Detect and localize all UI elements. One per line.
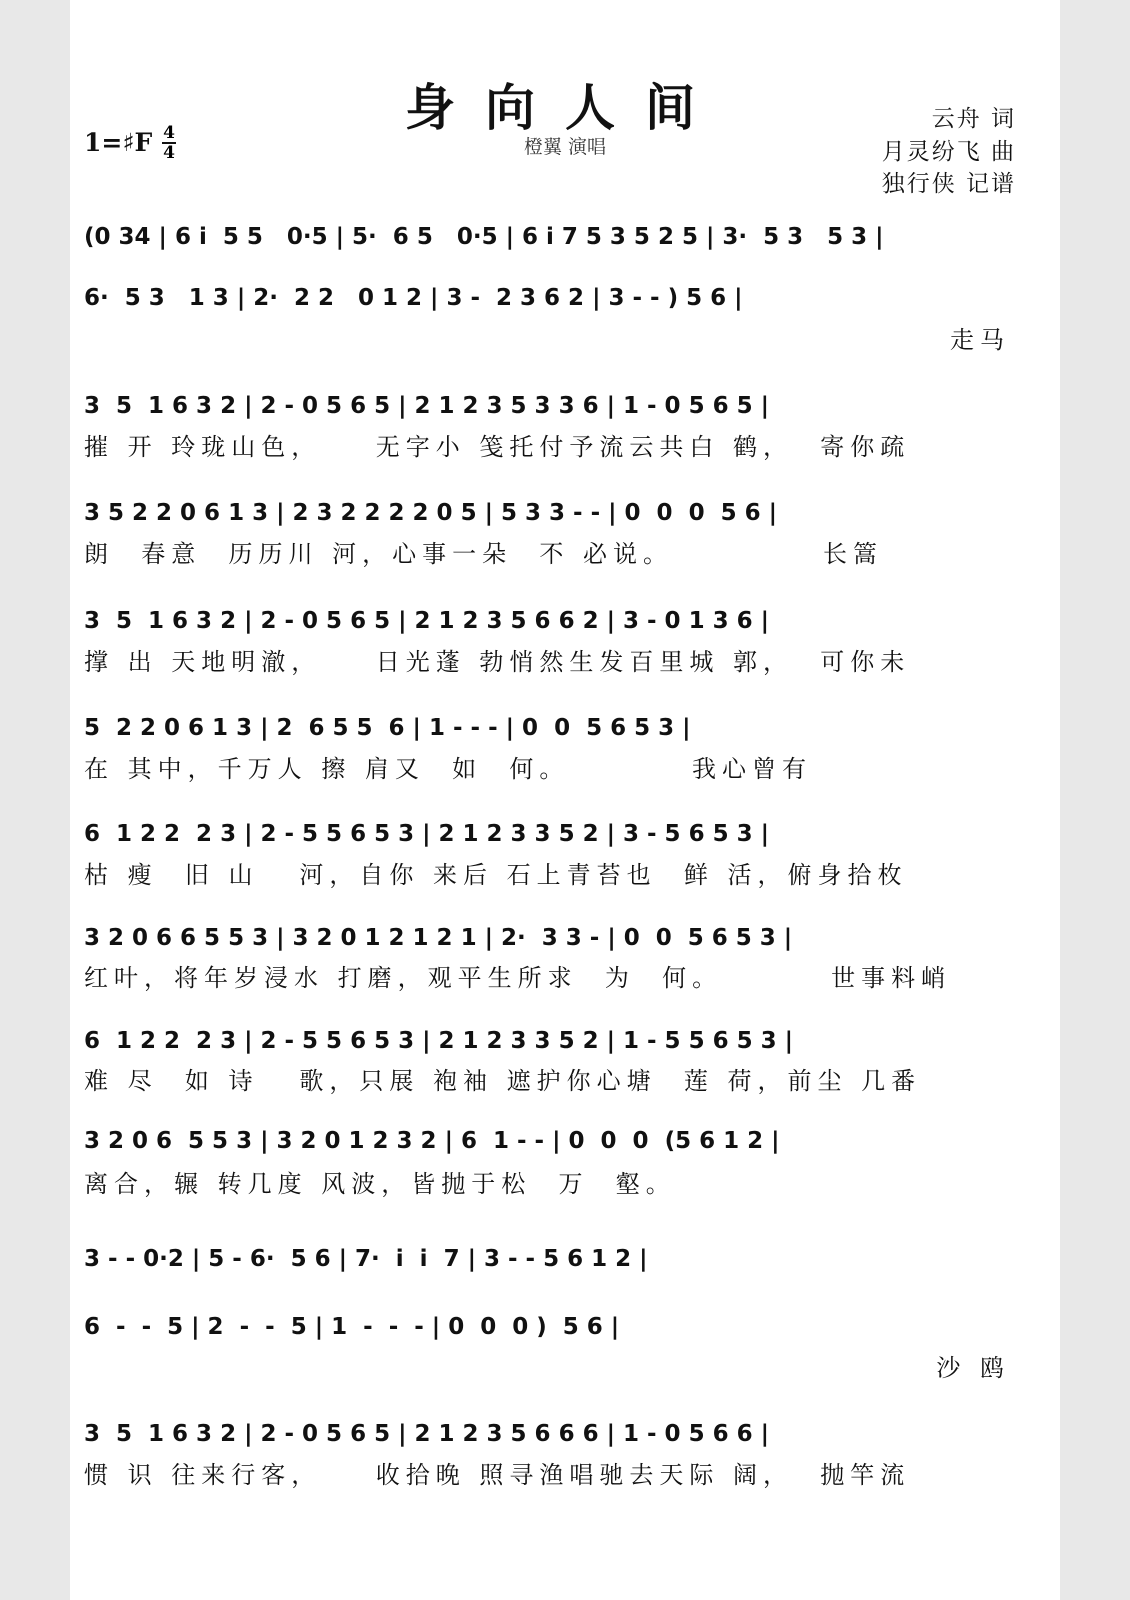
music-line-4: 3 5 2 2 0 6 1 3 | 2 3 2 2 2 2 0 5 | 5 3 3 - - | 0 0 0 5 6 | [84, 500, 778, 526]
time-signature-bottom: 4 [163, 143, 175, 163]
music-line-9: 6 1 2 2 2 3 | 2 - 5 5 6 5 3 | 2 1 2 3 3 5 2 | 1 - 5 5 6 5 3 | [84, 1028, 794, 1054]
music-line-3: 3 5 1 6 3 2 | 2 - 0 5 6 5 | 2 1 2 3 5 3 3 6 | 1 - 0 5 6 5 | [84, 393, 770, 419]
singer-credit: 橙翼 演唱 [523, 136, 607, 158]
music-line-1: (0 34 | 6 i 5 5 0·5 | 5· 6 5 0·5 | 6 i 7 5 3 5 2 5 | 3· 5 3 5 3 | [84, 224, 884, 250]
lyric-line-2: 走马 [950, 326, 1010, 354]
lyricist-credit: 云舟 词 [931, 106, 1016, 132]
key-signature: 1=♯F [84, 128, 153, 157]
lyric-line-7: 枯 瘦 旧 山 河，自你 来后 石上青苔也 鲜 活，俯身拾枚 [84, 861, 908, 889]
lyric-line-10: 离合，辗 转几度 风波，皆抛于松 万 壑。 [84, 1170, 676, 1198]
lyric-line-5: 撑 出 天地明澈， 日光蓬 勃悄然生发百里城 郭， 可你未 [84, 648, 911, 676]
music-line-8: 3 2 0 6 6 5 5 3 | 3 2 0 1 2 1 2 1 | 2· 3 3 - | 0 0 5 6 5 3 | [84, 925, 793, 951]
music-line-5: 3 5 1 6 3 2 | 2 - 0 5 6 5 | 2 1 2 3 5 6 6 2 | 3 - 0 1 3 6 | [84, 608, 770, 634]
music-line-12: 6 - - 5 | 2 - - 5 | 1 - - - | 0 0 0 ) 5 6 | [84, 1314, 620, 1340]
time-signature [162, 124, 176, 162]
music-line-2: 6· 5 3 1 3 | 2· 2 2 0 1 2 | 3 - 2 3 6 2 | 3 - - ) 5 6 | [84, 285, 743, 311]
score-sheet [70, 0, 1060, 1600]
lyric-line-9: 难 尽 如 诗 歌，只展 袍袖 遮护你心塘 莲 荷，前尘 几番 [84, 1067, 922, 1095]
music-line-13: 3 5 1 6 3 2 | 2 - 0 5 6 5 | 2 1 2 3 5 6 6 6 | 1 - 0 5 6 6 | [84, 1421, 770, 1447]
lyric-line-13: 惯 识 往来行客， 收拾晚 照寻渔唱驰去天际 阔， 抛竿流 [84, 1461, 911, 1489]
transcriber-credit: 独行侠 记谱 [881, 171, 1016, 197]
composer-credit: 月灵纷飞 曲 [881, 139, 1016, 165]
music-line-10: 3 2 0 6 5 5 3 | 3 2 0 1 2 3 2 | 6 1 - - | 0 0 0 (5 6 1 2 | [84, 1128, 780, 1154]
lyric-line-6: 在 其中，千万人 擦 肩又 如 何。 我心曾有 [84, 755, 813, 783]
song-title: 身向人间 [405, 78, 725, 137]
music-line-7: 6 1 2 2 2 3 | 2 - 5 5 6 5 3 | 2 1 2 3 3 5 2 | 3 - 5 6 5 3 | [84, 821, 770, 847]
music-line-11: 3 - - 0·2 | 5 - 6· 5 6 | 7· i i 7 | 3 - - 5 6 1 2 | [84, 1246, 648, 1272]
music-line-6: 5 2 2 0 6 1 3 | 2 6 5 5 6 | 1 - - - | 0 0 5 6 5 3 | [84, 715, 691, 741]
lyric-line-8: 红叶，将年岁浸水 打磨，观平生所求 为 何。 世事料峭 [84, 964, 952, 992]
lyric-line-3: 摧 开 玲珑山色， 无字小 笺托付予流云共白 鹤， 寄你疏 [84, 433, 911, 461]
lyric-line-4: 朗 春意 历历川 河，心事一朵 不 必说。 长篙 [84, 540, 883, 568]
time-signature-top: 4 [163, 123, 175, 143]
lyric-line-12: 沙 鸥 [936, 1354, 1010, 1382]
